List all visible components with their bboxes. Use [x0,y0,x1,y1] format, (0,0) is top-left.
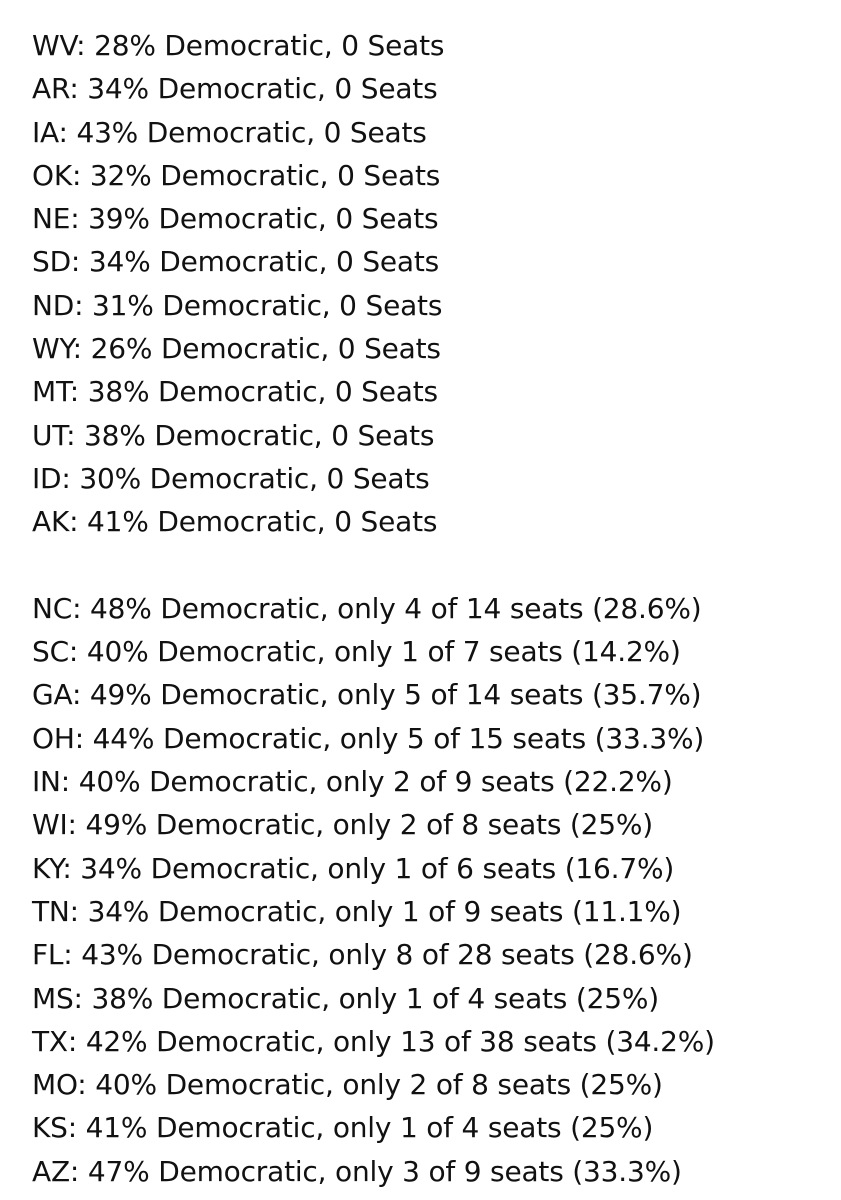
state-line-ia: IA: 43% Democratic, 0 Seats [32,115,427,149]
state-line-in: IN: 40% Democratic, only 2 of 9 seats (22.2%) [32,765,673,799]
state-line-nc: NC: 48% Democratic, only 4 of 14 seats (28.6%) [32,591,702,625]
state-line-ak: AK: 41% Democratic, 0 Seats [32,505,438,539]
state-line-ne: NE: 39% Democratic, 0 Seats [32,202,439,236]
state-line-tn: TN: 34% Democratic, only 1 of 9 seats (11.1%) [32,894,682,928]
state-line-nd: ND: 31% Democratic, 0 Seats [32,288,443,322]
state-line-fl: FL: 43% Democratic, only 8 of 28 seats (28.6%) [32,938,693,972]
state-line-mo: MO: 40% Democratic, only 2 of 8 seats (25%) [32,1068,663,1102]
state-line-oh: OH: 44% Democratic, only 5 of 15 seats (33.3%) [32,721,705,755]
section-gap [32,544,832,587]
state-line-sd: SD: 34% Democratic, 0 Seats [32,245,440,279]
state-line-ga: GA: 49% Democratic, only 5 of 14 seats (35.7%) [32,678,702,712]
state-line-ms: MS: 38% Democratic, only 1 of 4 seats (25%) [32,981,659,1015]
state-line-wi: WI: 49% Democratic, only 2 of 8 seats (25%) [32,808,653,842]
state-line-sc: SC: 40% Democratic, only 1 of 7 seats (14.2%) [32,635,681,669]
zero-seat-section [32,24,832,544]
state-list-document [32,24,832,1193]
state-line-ut: UT: 38% Democratic, 0 Seats [32,418,435,452]
state-line-ok: OK: 32% Democratic, 0 Seats [32,158,441,192]
state-line-id: ID: 30% Democratic, 0 Seats [32,461,430,495]
state-line-wy: WY: 26% Democratic, 0 Seats [32,332,441,366]
state-line-ar: AR: 34% Democratic, 0 Seats [32,72,438,106]
state-line-az: AZ: 47% Democratic, only 3 of 9 seats (33.3%) [32,1154,682,1188]
underrepresented-section [32,587,832,1193]
state-line-mt: MT: 38% Democratic, 0 Seats [32,375,438,409]
state-line-tx: TX: 42% Democratic, only 13 of 38 seats (34.2%) [32,1024,715,1058]
state-line-wv: WV: 28% Democratic, 0 Seats [32,29,445,62]
state-line-ky: KY: 34% Democratic, only 1 of 6 seats (16.7%) [32,851,675,885]
state-line-ks: KS: 41% Democratic, only 1 of 4 seats (25%) [32,1111,654,1145]
